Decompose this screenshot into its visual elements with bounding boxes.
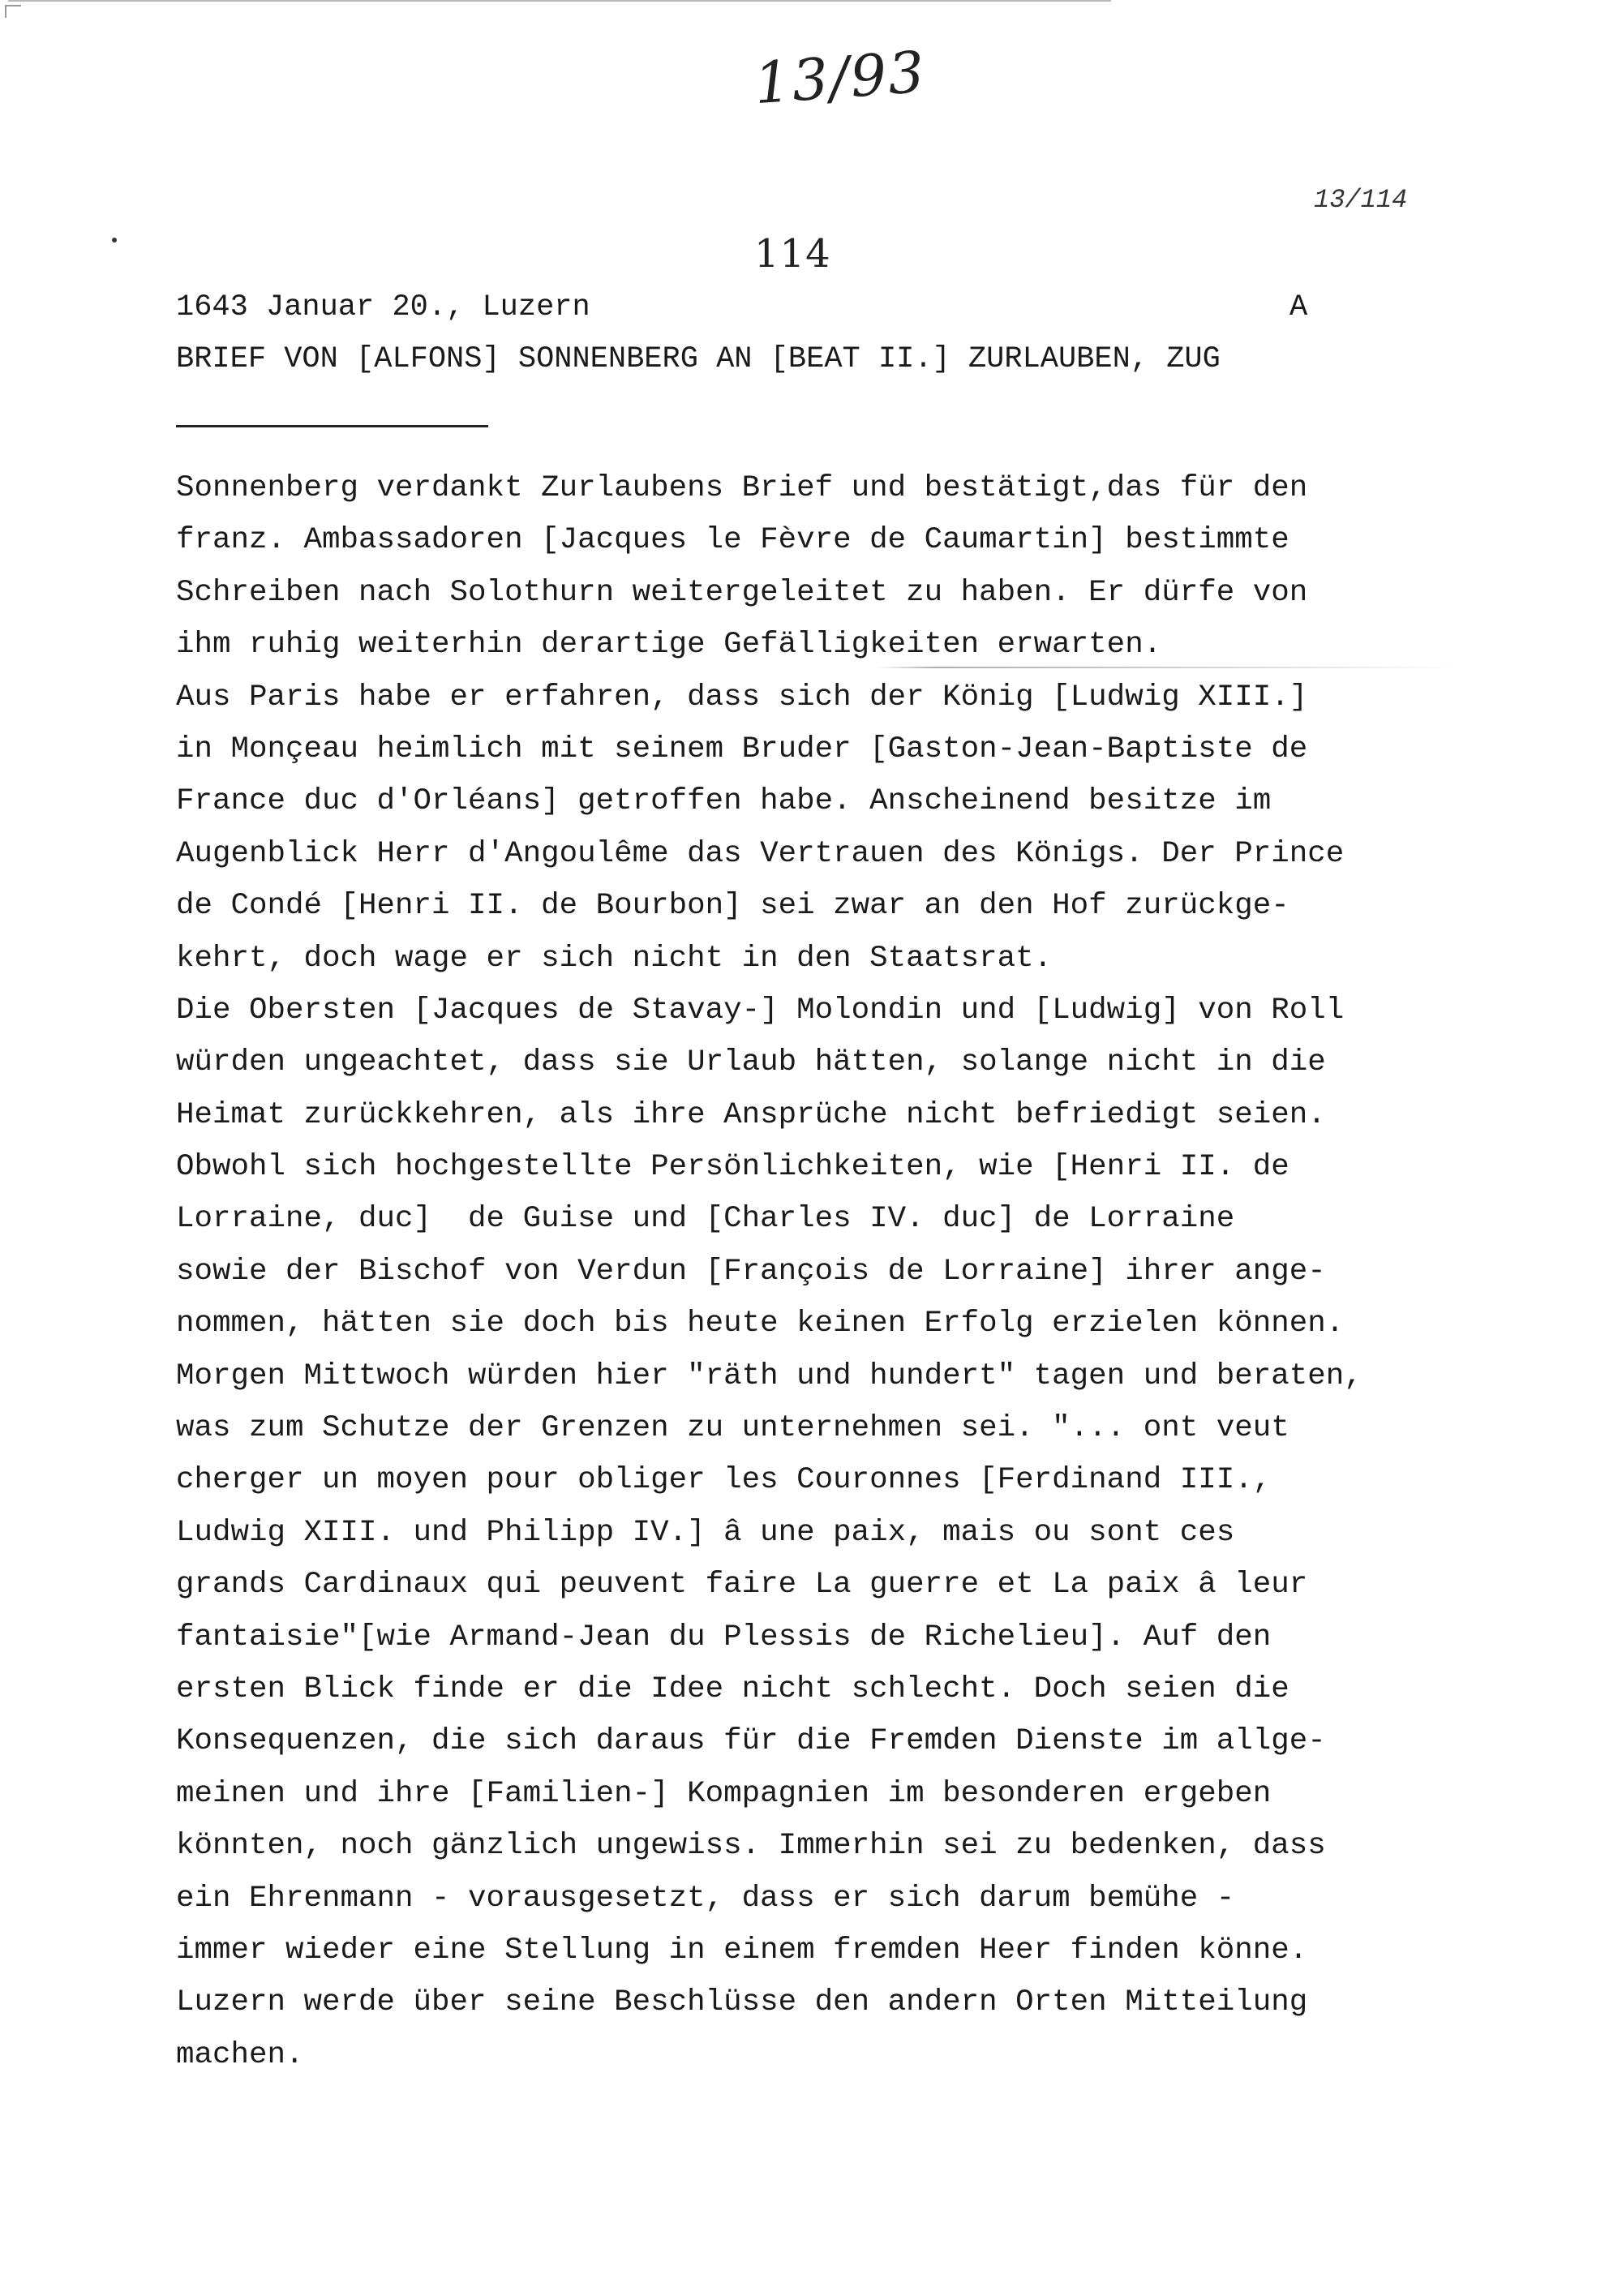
body-line: fantaisie"[wie Armand-Jean du Plessis de Richelieu]. Auf den	[176, 1620, 1272, 1654]
body-line: könnten, noch gänzlich ungewiss. Immerhin sei zu bedenken, dass	[176, 1829, 1326, 1864]
body-line: immer wieder eine Stellung in einem fremden Heer finden könne.	[176, 1933, 1308, 1968]
body-line: ersten Blick finde er die Idee nicht schlecht. Doch seien die	[176, 1672, 1289, 1706]
header-date-place: 1643 Januar 20., Luzern	[176, 290, 590, 324]
body-line: Konsequenzen, die sich daraus für die Fremden Dienste im allge-	[176, 1724, 1326, 1759]
body-line: Die Obersten [Jacques de Stavay-] Molondin und [Ludwig] von Roll	[176, 993, 1345, 1028]
body-line: franz. Ambassadoren [Jacques le Fèvre de Caumartin] bestimmte	[176, 523, 1289, 558]
body-line: Morgen Mittwoch würden hier "räth und hundert" tagen und beraten,	[176, 1358, 1362, 1393]
body-line: was zum Schutze der Grenzen zu unternehmen sei. "... ont veut	[176, 1411, 1289, 1446]
header-letter-code: A	[1289, 290, 1308, 324]
body-line: kehrt, doch wage er sich nicht in den Staatsrat.	[176, 941, 1053, 976]
body-line: Luzern werde über seine Beschlüsse den andern Orten Mitteilung	[176, 1985, 1308, 2020]
body-line: nommen, hätten sie doch bis heute keinen Erfolg erzielen können.	[176, 1307, 1345, 1341]
handwritten-archive-ref: 13/93	[752, 38, 929, 118]
body-line: meinen und ihre [Familien-] Kompagnien im besonderen ergeben	[176, 1776, 1272, 1811]
body-line: Lorraine, duc] de Guise und [Charles IV. duc] de Lorraine	[176, 1202, 1235, 1237]
scan-corner-mark	[5, 5, 21, 18]
body-line: de Condé [Henri II. de Bourbon] sei zwar an den Hof zurückge-	[176, 889, 1289, 924]
body-line: machen.	[176, 2037, 304, 2072]
body-line: grands Cardinaux qui peuvent faire La guerre et La paix â leur	[176, 1568, 1308, 1603]
body-line: Sonnenberg verdankt Zurlaubens Brief und bestätigt,das für den	[176, 471, 1308, 505]
title-underline	[176, 425, 488, 427]
body-line: Augenblick Herr d'Angoulême das Vertrauen des Königs. Der Prince	[176, 836, 1345, 871]
margin-dot	[112, 238, 117, 242]
document-number: 114	[754, 231, 831, 277]
document-reference: 13/114	[1314, 185, 1408, 215]
body-line: Heimat zurückkehren, als ihre Ansprüche nicht befriedigt seien.	[176, 1097, 1326, 1132]
body-line: Aus Paris habe er erfahren, dass sich der König [Ludwig XIII.]	[176, 680, 1308, 715]
letter-summary	[176, 462, 1620, 2081]
header-title: BRIEF VON [ALFONS] SONNENBERG AN [BEAT II.] ZURLAUBEN, ZUG	[176, 342, 1221, 376]
body-line: würden ungeachtet, dass sie Urlaub hätten, solange nicht in die	[176, 1045, 1326, 1080]
body-line: Ludwig XIII. und Philipp IV.] â une paix, mais ou sont ces	[176, 1515, 1235, 1550]
body-line: ihm ruhig weiterhin derartige Gefälligkeiten erwarten.	[176, 628, 1162, 663]
body-line: sowie der Bischof von Verdun [François de Lorraine] ihrer ange-	[176, 1254, 1326, 1289]
body-line: Schreiben nach Solothurn weitergeleitet zu haben. Er dürfe von	[176, 575, 1308, 610]
body-line: cherger un moyen pour obliger les Couronnes [Ferdinand III.,	[176, 1463, 1272, 1498]
body-line: France duc d'Orléans] getroffen habe. Anscheinend besitze im	[176, 784, 1272, 819]
body-line: ein Ehrenmann - vorausgesetzt, dass er sich darum bemühe -	[176, 1881, 1235, 1916]
body-line: Obwohl sich hochgestellte Persönlichkeiten, wie [Henri II. de	[176, 1150, 1289, 1185]
body-line: in Monçeau heimlich mit seinem Bruder [Gaston-Jean-Baptiste de	[176, 732, 1308, 766]
scan-top-edge	[8, 0, 1111, 2]
